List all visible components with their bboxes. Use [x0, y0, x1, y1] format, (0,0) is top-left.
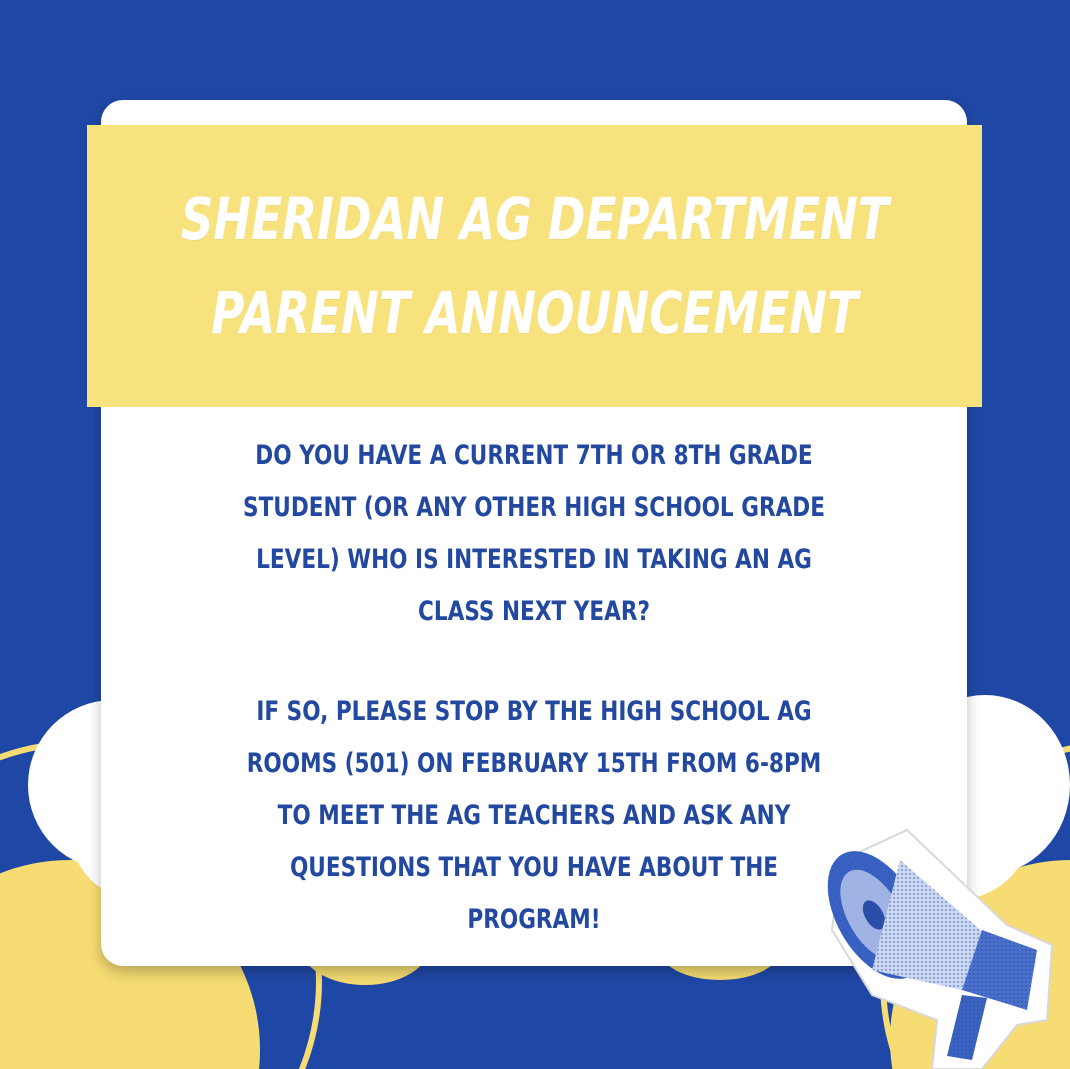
message-line: IF SO, PLEASE STOP BY THE HIGH SCHOOL AG — [256, 696, 812, 727]
message-line: QUESTIONS THAT YOU HAVE ABOUT THE — [289, 852, 779, 883]
title-banner — [87, 125, 982, 407]
message-line: TO MEET THE AG TEACHERS AND ASK ANY — [277, 800, 791, 831]
message-line: STUDENT (OR ANY OTHER HIGH SCHOOL GRADE — [243, 492, 825, 523]
message-line: ROOMS (501) ON FEBRUARY 15TH FROM 6-8PM — [246, 748, 822, 779]
paragraph-gap — [101, 638, 967, 686]
message-line: PROGRAM! — [467, 904, 601, 935]
megaphone-icon — [812, 820, 1062, 1069]
message-line: CLASS NEXT YEAR? — [417, 596, 650, 627]
title-line-1: SHERIDAN AG DEPARTMENT — [180, 185, 889, 253]
title-line-2: PARENT ANNOUNCEMENT — [211, 279, 858, 347]
message-line: LEVEL) WHO IS INTERESTED IN TAKING AN AG — [256, 544, 812, 575]
message-line: DO YOU HAVE A CURRENT 7TH OR 8TH GRADE — [255, 440, 813, 471]
